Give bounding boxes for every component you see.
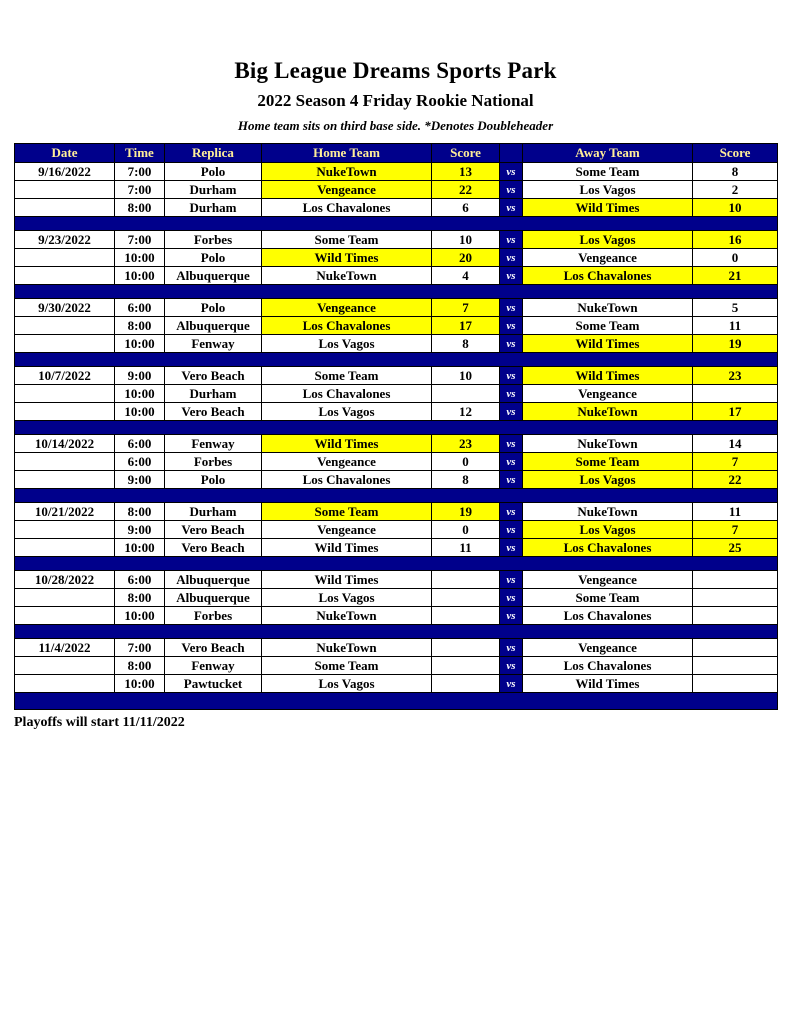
game-row (15, 249, 778, 267)
away-score-cell: 23 (693, 367, 778, 385)
date-separator-row (15, 421, 778, 435)
date-cell (15, 335, 115, 353)
replica-cell: Albuquerque (165, 589, 262, 607)
replica-cell: Forbes (165, 231, 262, 249)
date-separator-row (15, 285, 778, 299)
home-team-cell: Los Chavalones (262, 317, 432, 335)
vs-cell: vs (500, 317, 523, 335)
home-team-cell: Some Team (262, 367, 432, 385)
separator-bar (15, 353, 778, 367)
away-score-cell: 22 (693, 471, 778, 489)
home-team-cell: Los Vagos (262, 403, 432, 421)
home-team-cell: Los Vagos (262, 675, 432, 693)
home-score-cell: 10 (432, 231, 500, 249)
col-header-away-team: Away Team (523, 144, 693, 163)
game-row (15, 385, 778, 403)
time-cell: 10:00 (115, 403, 165, 421)
home-team-cell: Vengeance (262, 521, 432, 539)
date-cell (15, 249, 115, 267)
replica-cell: Vero Beach (165, 521, 262, 539)
vs-cell: vs (500, 639, 523, 657)
page-note: Home team sits on third base side. *Denotes Doubleheader (237, 118, 554, 133)
replica-cell: Durham (165, 503, 262, 521)
game-row (15, 403, 778, 421)
game-row (15, 367, 778, 385)
date-separator-row (15, 625, 778, 639)
separator-bar (15, 693, 778, 710)
time-cell: 6:00 (115, 435, 165, 453)
time-cell: 10:00 (115, 335, 165, 353)
home-score-cell: 0 (432, 521, 500, 539)
time-cell: 9:00 (115, 471, 165, 489)
home-team-cell: Vengeance (262, 299, 432, 317)
replica-cell: Durham (165, 181, 262, 199)
home-team-cell: Vengeance (262, 181, 432, 199)
replica-cell: Fenway (165, 657, 262, 675)
game-row (15, 299, 778, 317)
home-score-cell (432, 385, 500, 403)
home-score-cell: 0 (432, 453, 500, 471)
time-cell: 6:00 (115, 453, 165, 471)
home-score-cell: 19 (432, 503, 500, 521)
home-score-cell: 7 (432, 299, 500, 317)
date-cell (15, 657, 115, 675)
away-score-cell: 21 (693, 267, 778, 285)
time-cell: 9:00 (115, 367, 165, 385)
separator-bar (15, 217, 778, 231)
home-team-cell: Los Vagos (262, 335, 432, 353)
away-score-cell: 16 (693, 231, 778, 249)
game-row (15, 607, 778, 625)
date-cell (15, 607, 115, 625)
home-score-cell (432, 657, 500, 675)
date-cell: 10/7/2022 (15, 367, 115, 385)
home-score-cell (432, 589, 500, 607)
away-score-cell (693, 639, 778, 657)
home-score-cell: 6 (432, 199, 500, 217)
away-score-cell (693, 657, 778, 675)
time-cell: 6:00 (115, 299, 165, 317)
away-team-cell: Los Chavalones (523, 539, 693, 557)
home-score-cell: 22 (432, 181, 500, 199)
away-score-cell: 19 (693, 335, 778, 353)
vs-cell: vs (500, 385, 523, 403)
date-cell (15, 403, 115, 421)
date-cell: 9/23/2022 (15, 231, 115, 249)
away-team-cell: Vengeance (523, 571, 693, 589)
playoffs-note: Playoffs will start 11/11/2022 (14, 715, 185, 730)
date-cell: 10/21/2022 (15, 503, 115, 521)
col-header-home-team: Home Team (262, 144, 432, 163)
home-team-cell: Los Chavalones (262, 471, 432, 489)
schedule-table (14, 143, 778, 710)
home-score-cell: 23 (432, 435, 500, 453)
vs-cell: vs (500, 163, 523, 181)
vs-cell: vs (500, 367, 523, 385)
date-cell (15, 471, 115, 489)
time-cell: 10:00 (115, 267, 165, 285)
time-cell: 6:00 (115, 571, 165, 589)
date-cell (15, 453, 115, 471)
time-cell: 8:00 (115, 589, 165, 607)
away-score-cell: 0 (693, 249, 778, 267)
away-score-cell (693, 675, 778, 693)
col-header-home-score: Score (432, 144, 500, 163)
vs-cell: vs (500, 589, 523, 607)
away-team-cell: Vengeance (523, 639, 693, 657)
home-score-cell (432, 639, 500, 657)
game-row (15, 639, 778, 657)
replica-cell: Fenway (165, 335, 262, 353)
away-score-cell (693, 385, 778, 403)
away-team-cell: NukeTown (523, 299, 693, 317)
vs-cell: vs (500, 199, 523, 217)
date-cell (15, 521, 115, 539)
away-score-cell: 2 (693, 181, 778, 199)
home-team-cell: Some Team (262, 503, 432, 521)
date-cell: 9/16/2022 (15, 163, 115, 181)
replica-cell: Polo (165, 249, 262, 267)
col-header-date: Date (15, 144, 115, 163)
date-separator-row (15, 489, 778, 503)
col-header-vs (500, 144, 523, 163)
date-cell (15, 267, 115, 285)
time-cell: 10:00 (115, 675, 165, 693)
game-row (15, 231, 778, 249)
away-team-cell: Some Team (523, 163, 693, 181)
away-team-cell: Wild Times (523, 335, 693, 353)
home-team-cell: Wild Times (262, 571, 432, 589)
home-score-cell (432, 571, 500, 589)
game-row (15, 471, 778, 489)
game-row (15, 503, 778, 521)
replica-cell: Albuquerque (165, 267, 262, 285)
home-team-cell: NukeTown (262, 607, 432, 625)
time-cell: 8:00 (115, 199, 165, 217)
replica-cell: Vero Beach (165, 639, 262, 657)
replica-cell: Polo (165, 299, 262, 317)
separator-bar (15, 557, 778, 571)
time-cell: 10:00 (115, 249, 165, 267)
game-row (15, 181, 778, 199)
vs-cell: vs (500, 657, 523, 675)
replica-cell: Durham (165, 385, 262, 403)
home-team-cell: Los Vagos (262, 589, 432, 607)
page-title: Big League Dreams Sports Park (234, 58, 557, 83)
col-header-replica: Replica (165, 144, 262, 163)
vs-cell: vs (500, 267, 523, 285)
replica-cell: Vero Beach (165, 403, 262, 421)
away-score-cell: 17 (693, 403, 778, 421)
time-cell: 10:00 (115, 607, 165, 625)
time-cell: 7:00 (115, 639, 165, 657)
home-score-cell: 20 (432, 249, 500, 267)
away-team-cell: Vengeance (523, 249, 693, 267)
replica-cell: Forbes (165, 607, 262, 625)
away-team-cell: Los Chavalones (523, 657, 693, 675)
date-cell (15, 181, 115, 199)
replica-cell: Albuquerque (165, 571, 262, 589)
game-row (15, 521, 778, 539)
home-team-cell: NukeTown (262, 267, 432, 285)
away-score-cell (693, 571, 778, 589)
replica-cell: Albuquerque (165, 317, 262, 335)
time-cell: 10:00 (115, 385, 165, 403)
home-team-cell: Wild Times (262, 435, 432, 453)
time-cell: 7:00 (115, 231, 165, 249)
home-score-cell: 13 (432, 163, 500, 181)
time-cell: 7:00 (115, 163, 165, 181)
away-team-cell: Los Chavalones (523, 267, 693, 285)
replica-cell: Forbes (165, 453, 262, 471)
away-team-cell: Some Team (523, 589, 693, 607)
away-team-cell: Los Vagos (523, 471, 693, 489)
col-header-time: Time (115, 144, 165, 163)
away-team-cell: Some Team (523, 317, 693, 335)
date-cell (15, 675, 115, 693)
game-row (15, 335, 778, 353)
home-team-cell: Some Team (262, 657, 432, 675)
date-cell: 10/28/2022 (15, 571, 115, 589)
away-team-cell: Los Vagos (523, 181, 693, 199)
date-separator-row (15, 353, 778, 367)
home-team-cell: Wild Times (262, 249, 432, 267)
replica-cell: Polo (165, 471, 262, 489)
vs-cell: vs (500, 299, 523, 317)
game-row (15, 571, 778, 589)
home-score-cell (432, 607, 500, 625)
home-score-cell: 4 (432, 267, 500, 285)
time-cell: 8:00 (115, 503, 165, 521)
away-score-cell: 5 (693, 299, 778, 317)
replica-cell: Fenway (165, 435, 262, 453)
game-row (15, 657, 778, 675)
home-score-cell: 11 (432, 539, 500, 557)
away-score-cell: 10 (693, 199, 778, 217)
date-separator-row (15, 557, 778, 571)
date-cell: 11/4/2022 (15, 639, 115, 657)
home-team-cell: Wild Times (262, 539, 432, 557)
vs-cell: vs (500, 521, 523, 539)
vs-cell: vs (500, 181, 523, 199)
game-row (15, 453, 778, 471)
page-subtitle: 2022 Season 4 Friday Rookie National (257, 91, 534, 110)
time-cell: 10:00 (115, 539, 165, 557)
time-cell: 7:00 (115, 181, 165, 199)
away-score-cell: 7 (693, 453, 778, 471)
date-separator-row (15, 693, 778, 710)
game-row (15, 317, 778, 335)
away-team-cell: Wild Times (523, 199, 693, 217)
away-team-cell: NukeTown (523, 403, 693, 421)
away-score-cell: 11 (693, 317, 778, 335)
away-team-cell: Wild Times (523, 367, 693, 385)
home-score-cell: 10 (432, 367, 500, 385)
separator-bar (15, 285, 778, 299)
game-row (15, 199, 778, 217)
home-score-cell: 12 (432, 403, 500, 421)
col-header-away-score: Score (693, 144, 778, 163)
home-team-cell: Vengeance (262, 453, 432, 471)
replica-cell: Polo (165, 163, 262, 181)
vs-cell: vs (500, 571, 523, 589)
game-row (15, 267, 778, 285)
date-cell: 9/30/2022 (15, 299, 115, 317)
home-score-cell: 17 (432, 317, 500, 335)
vs-cell: vs (500, 453, 523, 471)
away-score-cell: 7 (693, 521, 778, 539)
date-cell (15, 539, 115, 557)
home-score-cell: 8 (432, 471, 500, 489)
away-score-cell (693, 607, 778, 625)
vs-cell: vs (500, 471, 523, 489)
date-cell (15, 385, 115, 403)
away-team-cell: Los Vagos (523, 231, 693, 249)
home-team-cell: NukeTown (262, 639, 432, 657)
away-team-cell: Los Chavalones (523, 607, 693, 625)
time-cell: 9:00 (115, 521, 165, 539)
away-team-cell: Los Vagos (523, 521, 693, 539)
vs-cell: vs (500, 675, 523, 693)
away-score-cell: 8 (693, 163, 778, 181)
game-row (15, 589, 778, 607)
away-score-cell (693, 589, 778, 607)
away-team-cell: Some Team (523, 453, 693, 471)
away-score-cell: 25 (693, 539, 778, 557)
vs-cell: vs (500, 503, 523, 521)
date-cell (15, 589, 115, 607)
home-score-cell (432, 675, 500, 693)
game-row (15, 675, 778, 693)
home-team-cell: Los Chavalones (262, 199, 432, 217)
game-row (15, 435, 778, 453)
vs-cell: vs (500, 335, 523, 353)
home-team-cell: NukeTown (262, 163, 432, 181)
vs-cell: vs (500, 435, 523, 453)
away-team-cell: NukeTown (523, 503, 693, 521)
time-cell: 8:00 (115, 657, 165, 675)
home-team-cell: Some Team (262, 231, 432, 249)
date-cell (15, 317, 115, 335)
game-row (15, 539, 778, 557)
date-separator-row (15, 217, 778, 231)
away-team-cell: Vengeance (523, 385, 693, 403)
replica-cell: Vero Beach (165, 367, 262, 385)
away-score-cell: 14 (693, 435, 778, 453)
replica-cell: Vero Beach (165, 539, 262, 557)
home-team-cell: Los Chavalones (262, 385, 432, 403)
page-header (0, 0, 791, 134)
home-score-cell: 8 (432, 335, 500, 353)
replica-cell: Durham (165, 199, 262, 217)
vs-cell: vs (500, 539, 523, 557)
away-team-cell: Wild Times (523, 675, 693, 693)
separator-bar (15, 489, 778, 503)
separator-bar (15, 625, 778, 639)
away-score-cell: 11 (693, 503, 778, 521)
vs-cell: vs (500, 403, 523, 421)
vs-cell: vs (500, 249, 523, 267)
away-team-cell: NukeTown (523, 435, 693, 453)
vs-cell: vs (500, 231, 523, 249)
replica-cell: Pawtucket (165, 675, 262, 693)
game-row (15, 163, 778, 181)
vs-cell: vs (500, 607, 523, 625)
separator-bar (15, 421, 778, 435)
table-header-row (15, 144, 778, 163)
time-cell: 8:00 (115, 317, 165, 335)
date-cell: 10/14/2022 (15, 435, 115, 453)
date-cell (15, 199, 115, 217)
